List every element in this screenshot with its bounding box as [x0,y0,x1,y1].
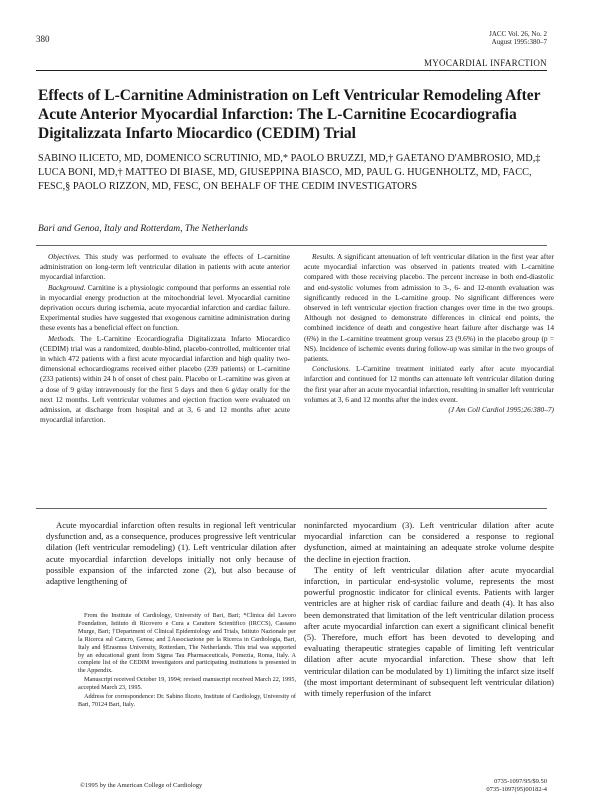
abstract-background [40,283,290,334]
objectives-text: This study was performed to evaluate the effects of L-carnitine administration on long-term left ventricular dilation in patients with acute anterior myocardial infarction. [40,252,290,282]
results-heading: Results. [312,252,336,261]
footnote-affiliations: From the Institute of Cardiology, University of Bari, Bari; *Clinica del Lavoro Foundation, Istituto di Ricovero e Cura a Carattere Scientifico (IRCCS), Cassano Murge, Bari; †Department of Clinical Epidemiology and Trials, Istituto Nazionale per la Ricerca sul Cancro, Genoa; and ‡Associazione per la Ricerca in Cardiologia, Bari, Italy and §Erasmus University, Rotterdam, The Netherlands. This trial was supported by an educational grant from Sigma Tau Pharmaceuticals, Pomezia, Roma, Italy. A complete list of the CEDIM investigators and participating institutions is presented in the Appendix. [78,612,296,675]
journal-date-pages: August 1995:380–7 [491,38,547,46]
author-list: SABINO ILICETO, MD, DOMENICO SCRUTINIO, MD,* PAOLO BRUZZI, MD,† GAETANO D'AMBROSIO, MD,‡ LUCA BONI, MD,† MATTEO DI BIASE, MD, GIUSEPPINA BIASCO, MD, PAUL G. HUGENHOLTZ, MD, FACC, FESC,§ PAOLO RIZZON, MD, FESC, ON BEHALF OF THE CEDIM INVESTIGATORS [38,153,541,193]
footnote-correspondence: Address for correspondence: Dr. Sabino Iliceto, Institute of Cardiology, University of Bari, 70124 Bari, Italy. [78,693,296,708]
body-paragraph-1: noninfarcted myocardium (3). Left ventricular dilation after acute myocardial infarction can be considered a response to regional dysfunction, aimed at maintaining an adequate stroke volume despite the decline in ejection fraction. [304,520,554,564]
body-left-column [46,520,296,587]
section-label: MYOCARDIAL INFARCTION [423,58,547,68]
intro-paragraph: Acute myocardial infarction often results in regional left ventricular dysfunction and, as a consequence, produces progressive left ventricular dilation (left ventricular remodeling) (1). Left ventricular dilation after acute myocardial infarction develops initially not only because of possible expansion of the infarcted zone (2), but also because of adaptive lengthening of [46,520,296,587]
body-paragraph-2: The entity of left ventricular dilation after acute myocardial infarction, in particular end-systolic volume, represents the most powerful prognostic indicator for clinical events. Patients with larger ventricles are at higher risk of cardiac failure and death (4). It has also been demonstrated that limitation of the left ventricular dilation process after acute myocardial infarction can exert a significant clinical benefit (5). Therefore, much effort has been devoted to developing and evaluating therapeutic strategies capable of limiting left ventricular dilation after acute myocardial infarction. These show that left ventricular dilation can be modulated by 1) limiting the infarct size itself (the most important determinant of subsequent left ventricular dilation) with timely reperfusion of the infarct [304,564,554,699]
journal-volume: JACC Vol. 26, No. 2 [489,30,547,38]
abstract-objectives [40,252,290,283]
issn-code: 0735-1097/95/$9.50 [494,778,547,785]
conclusions-text: L-Carnitine treatment initiated early after acute myocardial infarction and continued for 12 months can attenuate left ventricular dilation during the first year after an acute myocardial infarction, resulting in smaller left ventricular volumes at 3, 6 and 12 months after the index event. [304,364,555,404]
abstract-right-column [304,252,554,415]
abstract-methods [40,334,290,426]
article-title: Effects of L-Carnitine Administration on Left Ventricular Remodeling After Acute Anterior Myocardial Infarction: The L-Carnitine Ecocardiografia Digitalizzata Infarto Miocardico (CEDIM) Trial [38,87,541,142]
journal-citation: (J Am Coll Cardiol 1995;26:380–7) [448,405,554,415]
objectives-heading: Objectives. [48,252,81,261]
conclusions-heading: Conclusions. [312,364,351,374]
abstract-top-rule [36,245,547,246]
footnote-received: Manuscript received October 19, 1994; revised manuscript received March 22, 1995, accepted March 23, 1995. [78,676,296,692]
background-text: Carnitine is a physiologic compound that performs an essential role in myocardial energy production at the mitochondrial level. Myocardial carnitine deprivation occurs during ischemia, acute myocardial infarction and cardiac failure. Experimental studies have suggested that exogenous carnitine administration during these events has a beneficial effect on function. [40,282,290,333]
abstract-conclusions [304,364,554,405]
body-right-column [304,520,554,699]
background-heading: Background. [48,282,86,292]
copyright-notice: ©1995 by the American College of Cardiology [80,782,203,789]
methods-text: The L-Carnitine Ecocardiografia Digitalizzata Infarto Miocardico (CEDIM) trial was a randomized, double-blind, placebo-controlled, multicenter trial in which 472 patients with a first acute myocardial infarction and high quality two-dimensional echocardiograms received either placebo (239 patients) or L-carnitine (233 patients) within 24 h of onset of chest pain. Placebo or L-carnitine was given at a dose of 9 g/day intravenously for the first 5 days and then 6 g/day orally for the next 12 months. Left ventricular volumes and ejection fraction were evaluated on admission, at discharge from hospital and at 3, 6 and 12 months after acute myocardial infarction. [40,333,290,425]
journal-info [489,30,547,46]
article-codes [486,778,547,794]
abstract-results [304,252,554,364]
abstract-left-column [40,252,290,425]
pii-code: 0735-1097(95)00182-4 [486,786,547,793]
header-rule [36,70,547,71]
page-number: 380 [36,34,50,44]
methods-heading: Methods. [48,333,76,343]
abstract-bottom-rule [36,508,547,509]
footnotes [78,612,296,710]
results-text: A significant attenuation of left ventricular dilation in the first year after acute myocardial infarction was observed in patients treated with L-carnitine compared with those receiving placebo. The percent increase in both end-diastolic and end-systolic volumes from admission to 3-, 6- and 12-month evaluation was significantly reduced in the L-carnitine group. No significant differences were observed in left ventricular ejection fraction changes over time in the two groups. Although not designed to demonstrate differences in clinical end points, the combined incidence of death and congestive heart failure after discharge was 14 (6%) in the L-carnitine treatment group versus 23 (9.6%) in the placebo group (p = NS). Incidence of ischemic events during follow-up was similar in the two groups of patients. [304,252,554,364]
affiliation-line: Bari and Genoa, Italy and Rotterdam, The Netherlands [38,224,248,234]
